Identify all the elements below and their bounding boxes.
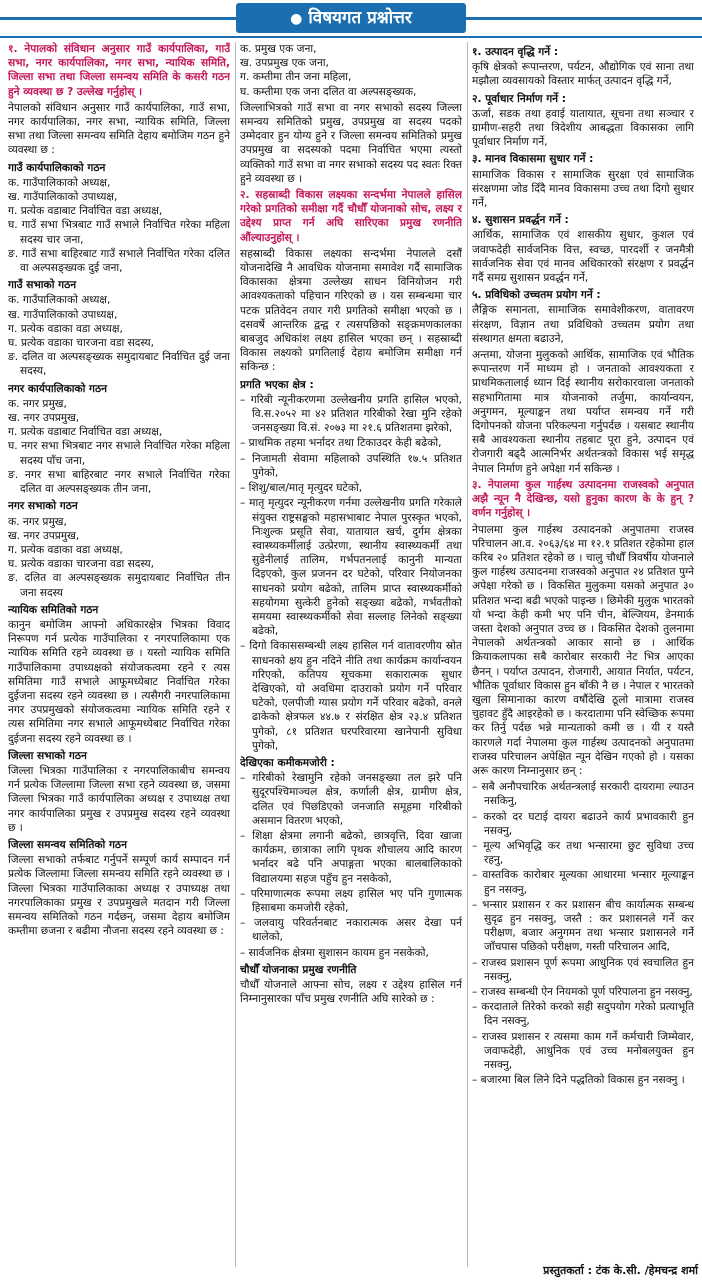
section-title-banner — [236, 3, 466, 33]
item-list — [8, 515, 230, 600]
column-2 — [240, 42, 462, 1267]
section-heading: गाउँ सभाको गठन — [8, 279, 77, 292]
list-item: ग. प्रत्येक वडाबाट निर्वाचित वडा अध्यक्ष, — [8, 205, 163, 218]
bullet-icon: ● — [290, 11, 303, 27]
list-item: – निजामती सेवामा महिलाको उपस्थिति १७.५ प्रतिशत पुगेको, — [240, 452, 462, 480]
paragraph: कृषि क्षेत्रको रूपान्तरण, पर्यटन, औद्योगिक एवं साना तथा मझौला व्यवसायको विस्तार मार्फत् उत्पादन वृद्धि गर्ने, — [472, 61, 694, 88]
list-item: – वास्तविक कारोबार मूल्यका आधारमा भन्सार मूल्याङ्कन हुन नसक्नु, — [472, 868, 694, 896]
list-item: – बजारमा बिल लिने दिने पद्धतिको विकास हुन नसक्नु । — [472, 1073, 694, 1087]
list-item: ख. उपप्रमुख एक जना, — [240, 57, 329, 70]
paragraph: सामाजिक विकास र सामाजिक सुरक्षा एवं सामाजिक संरक्षणमा जोड दिँदै मानव विकासमा उच्च तथा दिगो सुधार गर्ने, — [472, 168, 694, 210]
section-heading: जिल्ला सभाको गठन — [8, 749, 87, 762]
strategy-item — [472, 152, 694, 210]
item-list — [8, 176, 230, 275]
list-item: घ. गाउँ सभा भित्रबाट गाउँ सभाले निर्वाचित गरेका महिला सदस्य चार जना, — [8, 219, 230, 246]
strategy-heading: २. पूर्वाधार निर्माण गर्ने : — [472, 92, 566, 105]
question-3: ३. नेपालमा कुल गार्हस्थ उत्पादनमा राजस्वको अनुपात अझै न्यून नै देखिन्छ, यसो हुनुका कारण के के हुन् ? वर्णन गर्नुहोस् । — [472, 478, 694, 520]
strategy-item — [472, 92, 694, 150]
list-item: – शिक्षा क्षेत्रमा लगानी बढेको, छात्रवृत्ति, दिवा खाजा कार्यक्रम, छात्राका लागि पृथक शौचालय आदि कारण भर्नादर बढे पनि अपाङ्गता भएका बालबालिकाको विद्यालयमा सहज पहुँच हुन नसकेको, — [240, 829, 462, 886]
paragraph: जिल्लाभित्रको गाउँ सभा वा नगर सभाको सदस्य जिल्ला समन्वय समितिको प्रमुख, उपप्रमुख वा सदस्य पदको उम्मेदवार हुन योग्य हुने र जिल्ला समन्वय समितिको प्रमुख उपप्रमुख वा सदस्यको पदमा निर्वाचित भएमा त्यस्तो व्यक्तिको गाउँ सभा वा नगर सभाको सदस्य पद स्वतः रिक्त हुने व्यवस्था छ । — [240, 101, 462, 185]
list-item: – राजस्व सम्बन्धी ऐन नियमको पूर्ण परिपालना हुन नसक्नु, — [472, 985, 694, 999]
list-item: क. प्रमुख एक जना, — [240, 43, 317, 55]
list-item: घ. प्रत्येक वडाका चारजना वडा सदस्य, — [8, 337, 155, 350]
list-item: – प्राथमिक तहमा भर्नादर तथा टिकाउदर केही बढेको, — [240, 436, 462, 450]
column-3 — [472, 42, 694, 1267]
list-item: ख. गाउँपालिकाको उपाध्यक्ष, — [8, 191, 118, 204]
list-item: ङ. नगर सभा बाहिरबाट नगर सभाले निर्वाचित गरेका दलित वा अल्पसङ्ख्यक तीन जना, — [8, 468, 230, 496]
paragraph: अन्तमा, योजना मुलुकको आर्थिक, सामाजिक एवं भौतिक रूपान्तरण गर्ने माध्यम हो । जनताको आवश्यकता र प्राथमिकतालाई ध्यान दिई स्थानीय सरोकारवाला जनताको सहभागितामा मात्र योजनाको तर्जुमा, कार्यान्वयन, अनुगमन, मूल्याङ्कन तथा पर्याप्त समन्वय गर्ने गरी दिगोपनको योजना परिकल्पना गर्नुपर्दछ । यसबाट स्थानीय सबै आवश्यकता स्थानीय तहबाट पूरा हुने, उत्पादन एवं रोजगारी बढ्दै आत्मनिर्भर अर्थतन्त्रको विकास भई समृद्ध नेपाल निर्माण हुने अपेक्षा गर्न सकिन्छ । — [472, 349, 694, 475]
section-heading: नगर कार्यपालिकाको गठन — [8, 382, 108, 395]
section-heading: जिल्ला समन्वय समितिको गठन — [8, 838, 127, 851]
question-2: २. सहस्राब्दी विकास लक्ष्यका सन्दर्भमा नेपालले हासिल गरेको प्रगतिको समीक्षा गर्दै चौधौँ योजनाको सोच, लक्ष्य र उद्देश्य प्राप्त गर्न अघि सारिएका प्रमुख रणनीति औंल्याउनुहोस् । — [240, 189, 462, 244]
strategy-heading: १. उत्पादन वृद्धि गर्ने : — [472, 46, 559, 58]
paragraph: कानुन बमोजिम आफ्नो अधिकारक्षेत्र भित्रका विवाद निरूपण गर्न प्रत्येक गाउँपालिका र नगरपालिकामा एक न्यायिक समिति रहने व्यवस्था छ । यस्तो न्यायिक समिति गाउँपालिकामा उपाध्यक्षको संयोजकत्वमा रहने र त्यस समितिमा गाउँ सभाले आफूमध्येबाट निर्वाचित गरेका दुईजना सदस्य रहने व्यवस्था छ । त्यसैगरी नगरपालिकामा नगर उपप्रमुखको संयोजकत्वमा न्यायिक समिति रहने र त्यस समितिमा नगर सभाले आफूमध्येबाट निर्वाचित गरेका दुईजना सदस्य रहने व्यवस्था छ । — [8, 618, 230, 745]
list-item: क. गाउँपालिकाको अध्यक्ष, — [8, 176, 111, 189]
list-item: क. नगर प्रमुख, — [8, 515, 67, 528]
list-item: – गरिबीको रेखामुनि रहेको जनसङ्ख्या तल झरे पनि सुदूरपश्चिमाञ्चल क्षेत्र, कर्णाली क्षेत्र, ग्रामीण क्षेत्र, दलित एवं पिछडिएको जनजाति समूहमा गरिबीको असमान वितरण भएको, — [240, 771, 462, 828]
author-credit: प्रस्तुतकर्ता : टंक के.सी. /हेमचन्द्र शर्मा — [543, 1264, 698, 1277]
section-title: विषयगत प्रश्नोत्तर — [308, 8, 412, 28]
strategy-item — [472, 288, 694, 346]
list-item: ग. प्रत्येक वडाका वडा अध्यक्ष, — [8, 322, 123, 335]
bullet-list — [240, 771, 462, 960]
list-item: क. नगर प्रमुख, — [8, 397, 67, 410]
bullet-list — [472, 780, 694, 1087]
paragraph: जिल्ला सभाको तर्फबाट गर्नुपर्ने सम्पूर्ण कार्य सम्पादन गर्न प्रत्येक जिल्लामा जिल्ला समन्वय समिति रहने व्यवस्था छ । जिल्ला भित्रका गाउँपालिकाका अध्यक्ष र उपाध्यक्ष तथा नगरपालिकाका प्रमुख र उपप्रमुखले मतदान गरी जिल्ला समन्वय समितिको गठन गर्दछन्, जसमा देहाय बमोजिम कम्तीमा छजना र बढीमा नौजना सदस्य रहने व्यवस्था छ : — [8, 854, 230, 938]
column-divider — [235, 42, 236, 1267]
list-item: घ. कम्तीमा एक जना दलित वा अल्पसङ्ख्यक, — [240, 85, 417, 98]
column-1 — [8, 42, 230, 1267]
paragraph: जिल्ला भित्रका गाउँपालिका र नगरपालिकाबीच समन्वय गर्न प्रत्येक जिल्लामा जिल्ला सभा रहने व्यवस्था छ, जसमा जिल्ला भित्रका गाउँ कार्यपालिका अध्यक्ष र उपाध्यक्ष तथा नगर कार्यपालिका प्रमुख र उपप्रमुख सदस्य रहने व्यवस्था छ । — [8, 764, 230, 834]
answer-1-intro: नेपालको संविधान अनुसार गाउँ कार्यपालिका, गाउँ सभा, नगर कार्यपालिका, नगर सभा, न्यायिक समिति, जिल्ला सभा तथा जिल्ला समन्वय समिति देहाय बमोजिम गठन हुने व्यवस्था छ : — [8, 101, 230, 157]
item-list — [240, 42, 462, 99]
strategy-heading: ५. प्रविधिको उच्चतम प्रयोग गर्ने : — [472, 289, 601, 302]
list-item: – जलवायु परिवर्तनबाट नकारात्मक असर देखा पर्न थालेको, — [240, 916, 462, 944]
section-heading: नगर सभाको गठन — [8, 500, 78, 513]
list-item: ग. प्रत्येक वडाका वडा अध्यक्ष, — [8, 543, 123, 556]
question-1: १. नेपालको संविधान अनुसार गाउँ कार्यपालिका, गाउँ सभा, नगर कार्यपालिका, नगर सभा, न्यायिक समिति, जिल्ला सभा तथा जिल्ला समन्वय समिति के कसरी गठन हुने व्यवस्था छ ? उल्लेख गर्नुहोस् । — [8, 43, 230, 98]
list-item: ख. नगर उपप्रमुख, — [8, 529, 80, 542]
list-item: – भन्सार प्रशासन र कर प्रशासन बीच कार्यात्मक सम्बन्ध सुदृढ हुन नसक्नु, जस्तै : कर प्रशासनले गर्ने कर परीक्षण, बजार अनुगमन तथा भन्सार प्रशासनले गर्ने जाँचपास पछिको परीक्षण, गस्ती परिचालन आदि, — [472, 898, 694, 955]
list-item: ख. गाउँपालिकाको उपाध्यक्ष, — [8, 308, 118, 321]
article-columns — [8, 42, 694, 1267]
item-list — [8, 397, 230, 496]
list-item: – राजस्व प्रशासन पूर्ण रूपमा आधुनिक एवं स्वचालित हुन नसक्नु, — [472, 956, 694, 984]
list-item: ङ. दलित वा अल्पसङ्ख्यक समुदायबाट निर्वाचित तीन जना सदस्य — [8, 572, 230, 599]
list-item: – मूल्य अभिवृद्धि कर तथा भन्सारमा छुट सुविधा उच्च रहनु, — [472, 839, 694, 867]
column-divider — [467, 42, 468, 1267]
list-item: – परिमाणात्मक रूपमा लक्ष्य हासिल भए पनि गुणात्मक हिसाबमा कमजोरी रहेको, — [240, 887, 462, 915]
list-item: ख. नगर उपप्रमुख, — [8, 412, 80, 425]
paragraph: सहस्राब्दी विकास लक्ष्यका सन्दर्भमा नेपालले दसौँ योजनादेखि नै आवधिक योजनामा समावेश गर्दै सामाजिक विकासका क्षेत्रमा उल्लेख्य साधन विनियोजन गरी आवश्यकताको पहिचान गरिएको छ । यस सम्बन्धमा चार पटक प्रतिवेदन तयार गरी प्रगतिको समीक्षा भएको छ । दसवर्षे आन्तरिक द्वन्द्व र त्यसपछिको सङ्क्रमणकालका बाबजुद अधिकांश लक्ष्य हासिल भएका छन् । सहस्राब्दी विकास लक्ष्यको प्रगतिलाई देहाय बमोजिम समीक्षा गर्न सकिन्छ : — [240, 247, 462, 374]
section-heading: चौधौँ योजनाका प्रमुख रणनीति — [240, 963, 357, 976]
section-heading: न्यायिक समितिको गठन — [8, 603, 99, 616]
list-item: – मातृ मृत्युदर न्यूनीकरण गर्नमा उल्लेखनीय प्रगति गरेकाले संयुक्त राष्ट्रसङ्घको महासभाबाट नेपाल पुरस्कृत भएको, निःशुल्क प्रसूति सेवा, यातायात खर्च, दुर्गम क्षेत्रका स्वास्थ्यकर्मीलाई उत्प्रेरणा, स्थानीय स्वास्थ्यकर्मी तथा सुडेनीलाई तालिम, गर्भपतनलाई कानुनी मान्यता दिइएको, कुल प्रजनन दर घटेको, परिवार नियोजनका साधनको प्रयोग बढेको, तालिम प्राप्त स्वास्थ्यकर्मीको सहयोगमा सुत्केरी हुनेको सङ्ख्या बढेको, गर्भवतीको समयमा स्वास्थ्यकर्मीको सेवा सल्लाह लिनेको सङ्ख्या बढेको, — [240, 496, 462, 638]
list-item: – शिशु/बाल/मातृ मृत्युदर घटेको, — [240, 481, 462, 495]
strategy-heading: ४. सुशासन प्रवर्द्धन गर्ने : — [472, 214, 569, 227]
list-item: ग. कम्तीमा तीन जना महिला, — [240, 71, 352, 84]
list-item: – सार्वजनिक क्षेत्रमा सुशासन कायम हुन नसकेको, — [240, 946, 462, 960]
paragraph: ऊर्जा, सडक तथा हवाई यातायात, सूचना तथा सञ्चार र ग्रामीण-सहरी तथा त्रिदेशीय आबद्धता विकासका लागि पूर्वाधार निर्माण गर्ने, — [472, 107, 694, 149]
list-item: – दिगो विकाससम्बन्धी लक्ष्य हासिल गर्न वातावरणीय स्रोत साधनको क्षय हुन नदिने नीति तथा कार्यक्रम कार्यान्वयन गरिएको, कतिपय सूचकमा सकारात्मक सुधार देखिएको, यो अवधिमा दाउराको प्रयोग गर्ने परिवार घटेको, एलपीजी ग्यास प्रयोग गर्ने परिवार बढेको, वनले ढाकेको क्षेत्रफल ४४.७ र संरक्षित क्षेत्र २३.४ प्रतिशत पुगेको, ८१ प्रतिशत घरपरिवारमा खानेपानी सुविधा पुगेको, — [240, 639, 462, 753]
section-header — [0, 0, 702, 38]
paragraph: आर्थिक, सामाजिक एवं शासकीय सुधार, कुशल एवं जवाफदेही सार्वजनिक वित्त, स्वच्छ, पारदर्शी र जनमैत्री सार्वजनिक सेवा एवं मानव अधिकारको संरक्षण र प्रवर्द्धन गर्दै समग्र सुशासन प्रवर्द्धन गर्ने, — [472, 229, 694, 285]
section-heading: देखिएका कमीकमजोरी : — [240, 756, 335, 769]
list-item: – राजस्व प्रशासन र त्यसमा काम गर्ने कर्मचारी जिम्मेवार, जवाफदेही, आधुनिक एवं उच्च मनोबलयुक्त हुन नसक्नु, — [472, 1030, 694, 1073]
list-item: – सबै अनौपचारिक अर्थतन्त्रलाई सरकारी दायरामा ल्याउन नसकिनु, — [472, 780, 694, 808]
section-heading: गाउँ कार्यपालिकाको गठन — [8, 161, 106, 174]
paragraph: लैङ्गिक समानता, सामाजिक समावेशीकरण, वातावरण संरक्षण, विज्ञान तथा प्रविधिको उच्चतम प्रयोग तथा संस्थागत क्षमता बढाउने, — [472, 304, 694, 345]
paragraph: नेपालमा कुल गार्हस्थ उत्पादनको अनुपातमा राजस्व परिचालन आ.व. २०६३/६४ मा १२.१ प्रतिशत रहेकोमा हाल करिब २० प्रतिशत रहेको छ । चालु चौधौँ त्रिवर्षीय योजनाले कुल गार्हस्थ उत्पादनमा राजस्वको अनुपात २४ प्रतिशत पुग्ने अपेक्षा गरेको छ । विकसित मुलुकमा यसको अनुपात ३० प्रतिशत भन्दा बढी भएको पाइन्छ । छिमेकी मुलुक भारतको यो भन्दा केही कमी भए पनि चीन, बेल्जियम, डेनमार्क जस्ता देशको अनुपात उच्च छ । विकसित देशको तुलनामा नेपालको अर्थतन्त्रको आकार सानो छ । आर्थिक क्रियाकलापका सबै कारोबार सरकारी नेट भित्र आएका छैनन् । पर्याप्त उत्पादन, रोजगारी, आयात निर्यात, पर्यटन, भौतिक पूर्वाधार विकास हुन बाँकी नै छ । नेपाल र भारतको खुला सिमानाका कारण वर्षौदेखि ठूलो मात्रामा राजस्व चुहावट हुँदै आइरहेको छ । करदातामा पनि स्वेच्छिक रूपमा कर तिर्नु पर्दछ भन्ने मान्यताको कमी छ । यी र यस्तै कारणले गर्दा नेपालमा कुल गार्हस्थ उत्पादनको अनुपातमा राजस्व परिचालन अपेक्षित न्यून देखिन गएको हो । यसका अरू कारण निम्नानुसार छन् : — [472, 523, 694, 777]
section-heading: प्रगति भएका क्षेत्र : — [240, 378, 314, 391]
list-item: क. गाउँपालिकाको अध्यक्ष, — [8, 294, 111, 307]
list-item: – करको दर घटाई दायरा बढाउने कार्य प्रभावकारी हुन नसक्नु, — [472, 810, 694, 838]
strategy-heading: ३. मानव विकासमा सुधार गर्ने : — [472, 153, 594, 166]
list-item: घ. नगर सभा भित्रबाट नगर सभाले निर्वाचित गरेका महिला सदस्य पाँच जना, — [8, 440, 230, 467]
strategy-item — [472, 45, 694, 89]
list-item: ङ. गाउँ सभा बाहिरबाट गाउँ सभाले निर्वाचित गरेका दलित वा अल्पसङ्ख्यक दुई जना, — [8, 247, 230, 275]
list-item: घ. प्रत्येक वडाका चारजना वडा सदस्य, — [8, 558, 155, 571]
list-item: – गरिबी न्यूनीकरणमा उल्लेखनीय प्रगति हासिल भएको, वि.स.२०५२ मा ४२ प्रतिशत गरिबीको रेखा मुनि रहेको जनसङ्ख्या वि.सं. २०७३ मा २१.६ प्रतिशतमा झरेको, — [240, 393, 462, 436]
strategy-item — [472, 213, 694, 285]
paragraph: चौधौँ योजनाले आफ्ना सोच, लक्ष्य र उद्देश्य हासिल गर्न निम्नानुसारका पाँच प्रमुख रणनीति अघि सारेको छ : — [240, 979, 462, 1006]
list-item: ग. प्रत्येक वडाबाट निर्वाचित वडा अध्यक्ष, — [8, 426, 163, 439]
item-list — [8, 293, 230, 378]
bullet-list — [240, 393, 462, 753]
list-item: ङ. दलित वा अल्पसङ्ख्यक समुदायबाट निर्वाचित दुई जना सदस्य, — [8, 351, 230, 378]
list-item: – करदाताले तिरेको करको सही सदुपयोग गरेको प्रत्याभूति दिन नसक्नु, — [472, 1000, 694, 1028]
